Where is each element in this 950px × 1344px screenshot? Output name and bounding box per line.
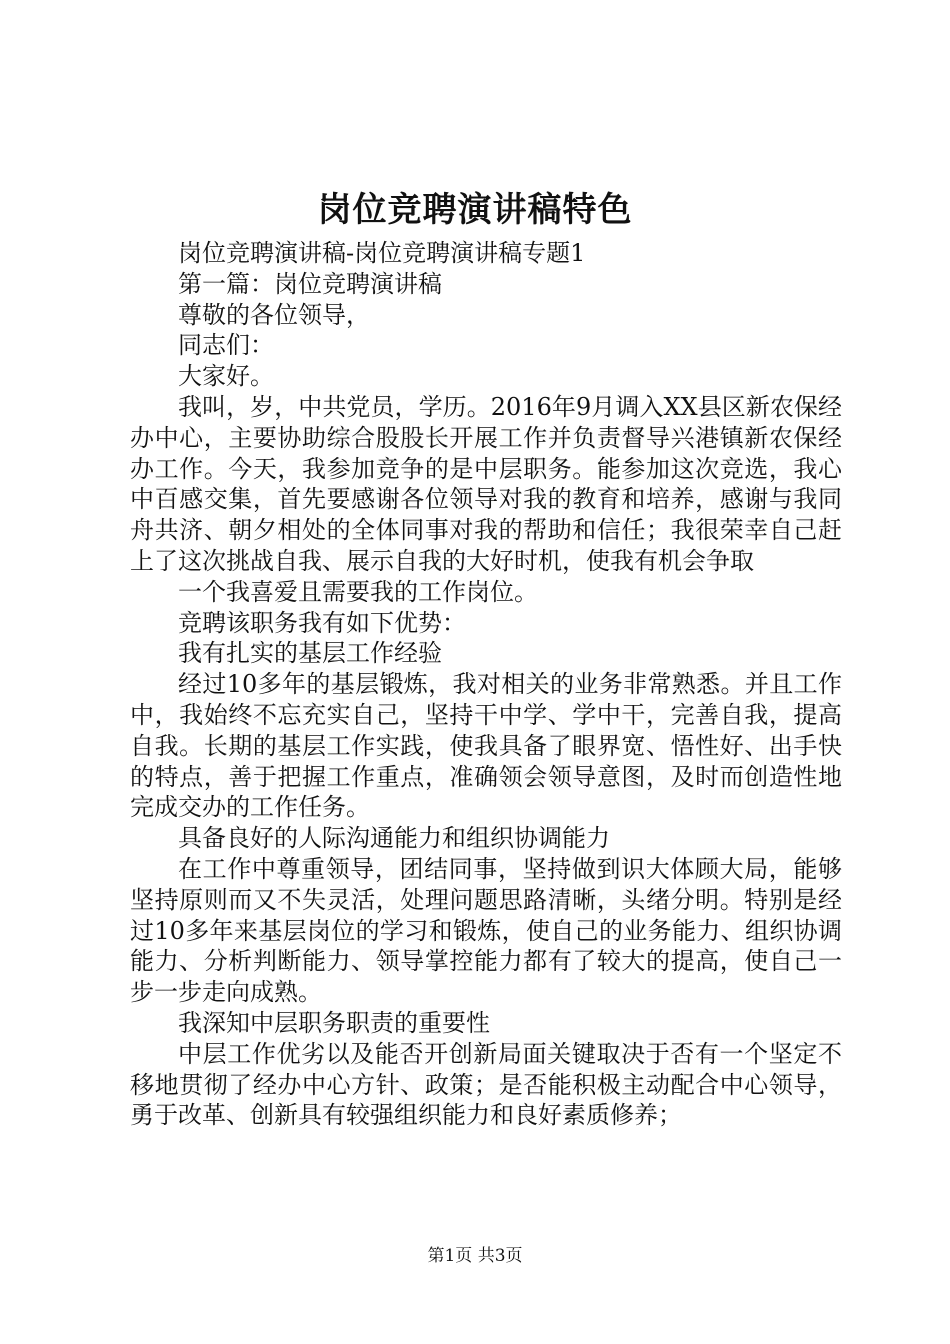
paragraph: 我叫，岁，中共党员，学历。2016年9月调入XX县区新农保经办中心，主要协助综合股股长开展工作并负责督导兴港镇新农保经办工作。今天，我参加竞争的是中层职务。能参加这次竞选，我心中百感交集，首先要感谢各位领导对我的教育和培养，感谢与我同舟共济、朝夕相处的全体同事对我的帮助和信任；我很荣幸自己赶上了这次挑战自我、展示自我的大好时机，使我有机会争取 (130, 392, 842, 575)
paragraph: 岗位竞聘演讲稿-岗位竞聘演讲稿专题1 (178, 239, 586, 267)
paragraph: 第一篇：岗位竞聘演讲稿 (178, 269, 442, 298)
paragraph: 中层工作优劣以及能否开创新局面关键取决于否有一个坚定不移地贯彻了经办中心方针、政策；是否能积极主动配合中心领导，勇于改革、创新具有较强组织能力和良好素质修养； (130, 1039, 842, 1130)
paragraph: 竞聘该职务我有如下优势： (178, 608, 466, 637)
paragraph: 在工作中尊重领导，团结同事，坚持做到识大体顾大局，能够坚持原则而又不失灵活，处理问题思路清晰，头绪分明。特别是经过10多年来基层岗位的学习和锻炼，使自己的业务能力、组织协调能力、分析判断能力、领导掌控能力都有了较大的提高，使自己一步一步走向成熟。 (130, 854, 842, 1007)
page-footer: 第1页 共3页 (427, 1246, 523, 1266)
document-body (130, 238, 842, 1131)
paragraph: 经过10多年的基层锻炼，我对相关的业务非常熟悉。并且工作中，我始终不忘充实自己，坚持干中学、学中干，完善自我，提高自我。长期的基层工作实践，使我具备了眼界宽、悟性好、出手快的特点，善于把握工作重点，准确领会领导意图，及时而创造性地完成交办的工作任务。 (130, 670, 842, 822)
paragraph: 具备良好的人际沟通能力和组织协调能力 (178, 824, 610, 853)
paragraph: 同志们： (178, 331, 274, 360)
paragraph: 一个我喜爱且需要我的工作岗位。 (178, 577, 538, 606)
paragraph: 我有扎实的基层工作经验 (178, 639, 442, 668)
document-title: 岗位竞聘演讲稿特色 (317, 190, 633, 230)
paragraph: 尊敬的各位领导， (178, 300, 370, 329)
paragraph: 大家好。 (178, 362, 274, 391)
paragraph: 我深知中层职务职责的重要性 (178, 1008, 490, 1037)
